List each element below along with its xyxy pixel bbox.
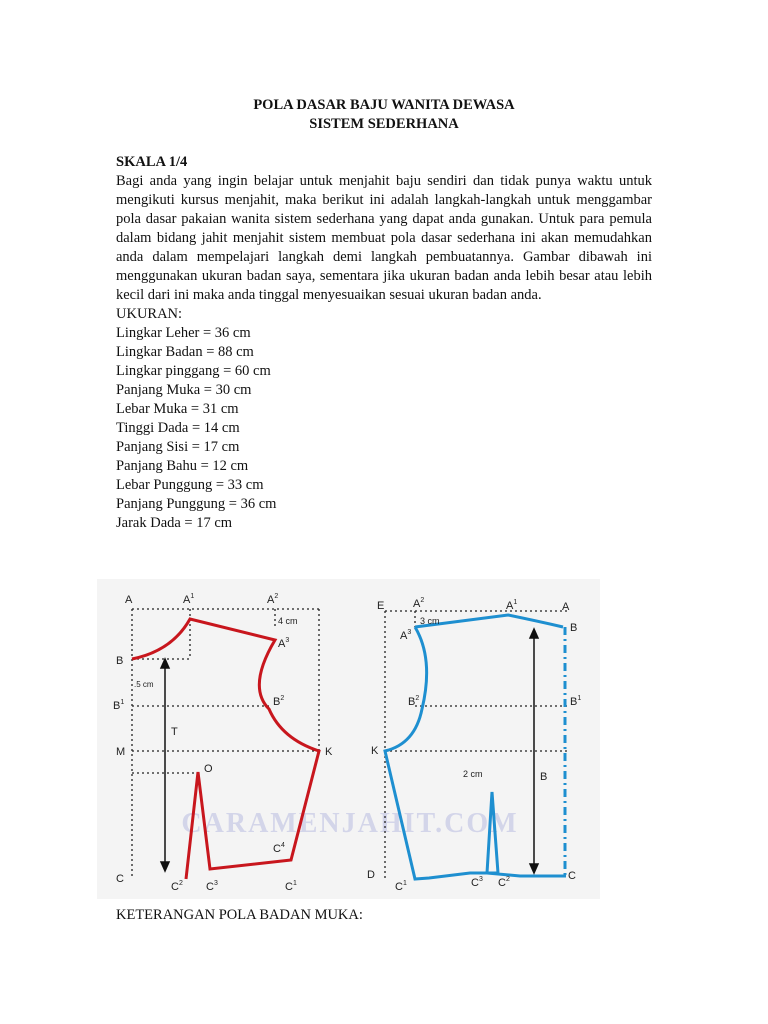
label-back-B1: $B^1$ xyxy=(570,695,582,708)
label-back-C: C xyxy=(568,870,576,882)
label-back-B-mid: B xyxy=(540,771,548,783)
pattern-diagram xyxy=(97,579,600,899)
front-outline xyxy=(132,619,319,879)
title-line-1: POLA DASAR BAJU WANITA DEWASA xyxy=(253,97,515,113)
label-back-A1: $A^1$ xyxy=(506,599,518,612)
measurement-item: Lebar Punggung = 33 cm xyxy=(116,477,264,493)
back-bodice-pattern xyxy=(367,597,581,893)
label-front-A3: $A^3$ xyxy=(278,637,290,650)
label-front-C1: $C^1$ xyxy=(285,880,297,893)
label-back-A2: $A^2$ xyxy=(413,597,425,610)
label-back-C1: $C^1$ xyxy=(395,880,407,893)
measurements-heading: UKURAN: xyxy=(116,306,183,322)
label-front-B1: $B^1$ xyxy=(113,699,125,712)
label-back-K: K xyxy=(371,745,379,757)
label-front-C4: $C^4$ xyxy=(273,842,285,855)
label-front-A1: $A^1$ xyxy=(183,593,195,606)
pattern-figure xyxy=(97,579,600,899)
label-back-E: E xyxy=(377,600,385,612)
label-front-T: T xyxy=(171,726,178,738)
caption: KETERANGAN POLA BADAN MUKA: xyxy=(116,907,363,923)
measurement-item: Panjang Sisi = 17 cm xyxy=(116,439,240,455)
measurement-item: Jarak Dada = 17 cm xyxy=(116,515,233,531)
label-back-3cm: 3 cm xyxy=(420,616,440,626)
label-back-2cm: 2 cm xyxy=(463,769,483,779)
label-front-M: M xyxy=(116,746,126,758)
label-front-C3: $C^3$ xyxy=(206,880,218,893)
front-bodice-pattern xyxy=(113,593,333,893)
measurement-item: Panjang Muka = 30 cm xyxy=(116,382,252,398)
measurement-item: Lingkar Badan = 88 cm xyxy=(116,344,254,360)
measurement-item: Panjang Punggung = 36 cm xyxy=(116,496,277,512)
measurement-item: Lingkar Leher = 36 cm xyxy=(116,325,251,341)
label-front-K: K xyxy=(325,746,333,758)
label-back-C3: $C^3$ xyxy=(471,876,483,889)
watermark-text: CARAMENJAHIT.COM xyxy=(181,808,519,839)
label-front-C: C xyxy=(116,873,124,885)
label-back-D: D xyxy=(367,869,375,881)
label-front-C2: $C^2$ xyxy=(171,880,183,893)
label-front-O: O xyxy=(204,763,213,775)
label-front-B: B xyxy=(116,655,124,667)
label-front-5cm: .5 cm xyxy=(134,680,154,689)
label-front-B2: $B^2$ xyxy=(273,695,285,708)
back-outline xyxy=(385,615,566,879)
document-body xyxy=(116,153,652,533)
label-front-A: A xyxy=(125,594,133,606)
label-back-B: B xyxy=(570,622,578,634)
measurement-item: Panjang Bahu = 12 cm xyxy=(116,458,249,474)
label-back-A3: $A^3$ xyxy=(400,629,412,642)
label-back-C2: $C^2$ xyxy=(498,876,510,889)
measurement-item: Tinggi Dada = 14 cm xyxy=(116,420,240,436)
title-line-2: SISTEM SEDERHANA xyxy=(309,116,459,132)
measurement-item: Lebar Muka = 31 cm xyxy=(116,401,239,417)
measurement-item: Lingkar pinggang = 60 cm xyxy=(116,363,271,379)
label-front-4cm: 4 cm xyxy=(278,616,298,626)
label-back-A: A xyxy=(562,601,570,613)
scale-heading: SKALA 1/4 xyxy=(116,154,188,170)
label-back-B2: $B^2$ xyxy=(408,695,420,708)
label-front-A2: $A^2$ xyxy=(267,593,279,606)
intro-paragraph: Bagi anda yang ingin belajar untuk menjahit baju sendiri dan tidak punya waktu untuk mengikuti kursus menjahit, maka berikut ini adalah langkah-langkah untuk menggambar pola dasar pakaian wanita sistem sederhana yang dapat anda gunakan. Untuk para pemula dalam bidang jahit menjahit sistem membuat pola dasar sederhana ini akan memudahkan anda dalam mempelajari langkah demi langkah pembuatannya. Gambar dibawah ini menggunakan ukuran badan saya, sementara jika ukuran badan anda lebih besar atau lebih kecil dari ini maka anda tinggal menyesuaikan sesuai ukuran badan anda. xyxy=(116,173,652,303)
